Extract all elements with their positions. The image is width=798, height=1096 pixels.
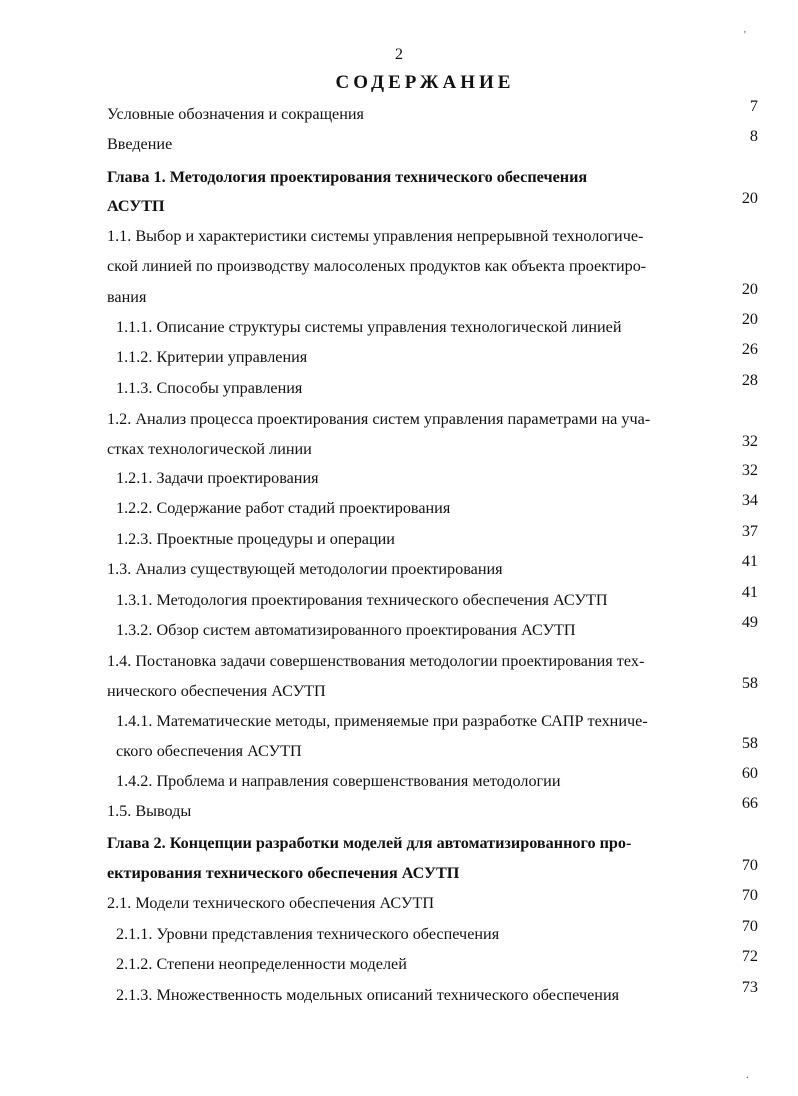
toc-entry-text: ектирования технического обеспечения АСУТП	[107, 864, 460, 882]
toc-entry-text: 1.1.3. Способы управления	[116, 379, 303, 397]
scan-speck: .	[746, 1070, 749, 1081]
toc-entry-text: вания	[107, 288, 147, 306]
toc-entry-text: 1.3.1. Методология проектирования технического обеспечения АСУТП	[116, 591, 608, 609]
toc-entry-page: 70	[741, 917, 758, 935]
toc-entry-text: Введение	[107, 135, 173, 153]
toc-entry-text: 2.1.3. Множественность модельных описаний технического обеспечения	[116, 986, 620, 1004]
toc-entry-page: 72	[741, 947, 758, 965]
toc-entry-page: 58	[741, 674, 758, 692]
toc-entry-page: 70	[741, 856, 758, 874]
toc-entry-text: 1.2.1. Задачи проектирования	[116, 469, 319, 487]
toc-entry-text: Глава 1. Методология проектирования технического обеспечения	[107, 168, 588, 186]
toc-entry-text: 2.1. Модели технического обеспечения АСУТП	[107, 894, 435, 912]
toc-entry-text: 1.2. Анализ процесса проектирования систем управления параметрами на уча-	[107, 410, 651, 428]
toc-entry-page: 20	[741, 310, 758, 328]
toc-entry-text: нического обеспечения АСУТП	[107, 682, 326, 700]
toc-entry-page: 58	[741, 734, 758, 752]
toc-entry-text: 1.3.2. Обзор систем автоматизированного проектирования АСУТП	[116, 621, 576, 639]
toc-entry-text: 2.1.1. Уровни представления технического обеспечения	[116, 925, 500, 943]
toc-entry-text: 1.3. Анализ существующей методологии проектирования	[107, 560, 503, 578]
toc-entry-page: 7	[749, 97, 758, 115]
toc-entry-text: 1.4.1. Математические методы, применяемые при разработке САПР техниче-	[116, 712, 648, 730]
toc-entry-page: 70	[741, 886, 758, 904]
toc-entry-page: 73	[741, 978, 758, 996]
toc-entry-page: 26	[741, 340, 758, 358]
toc-entry-text: 2.1.2. Степени неопределенности моделей	[116, 955, 407, 973]
toc-entry-page: 20	[741, 189, 758, 207]
toc-entry-page: 49	[741, 613, 758, 631]
toc-title: СОДЕРЖАНИЕ	[335, 72, 515, 93]
toc-entry-text: 1.4.2. Проблема и направления совершенствования методологии	[116, 772, 561, 790]
toc-entry-text: 1.5. Выводы	[107, 802, 192, 820]
toc-entry-page: 8	[749, 127, 758, 145]
toc-entry-page: 37	[741, 522, 758, 540]
toc-entry-page: 34	[741, 491, 758, 509]
toc-entry-text: Глава 2. Концепции разработки моделей для автоматизированного про-	[107, 834, 632, 852]
toc-entry-page: 32	[741, 461, 758, 479]
toc-entry-text: 1.1. Выбор и характеристики системы управления непрерывной технологиче-	[107, 227, 644, 245]
toc-entry-text: Условные обозначения и сокращения	[107, 105, 364, 123]
toc-entry-page: 32	[741, 432, 758, 450]
scan-speck: '	[744, 30, 746, 41]
toc-entry-text: АСУТП	[107, 197, 165, 215]
toc-entry-page: 60	[741, 764, 758, 782]
toc-entry-page: 20	[741, 280, 758, 298]
toc-entry-page: 41	[741, 583, 758, 601]
toc-entry-text: 1.1.1. Описание структуры системы управления технологической линией	[116, 318, 622, 336]
toc-entry-text: 1.4. Постановка задачи совершенствования методологии проектирования тех-	[107, 652, 645, 670]
toc-entry-text: 1.2.3. Проектные процедуры и операции	[116, 530, 395, 548]
toc-entry-text: ской линией по производству малосоленых продуктов как объекта проектиро-	[107, 257, 647, 275]
toc-entry-page: 41	[741, 552, 758, 570]
toc-entry-text: 1.2.2. Содержание работ стадий проектирования	[116, 499, 451, 517]
toc-entry-text: ского обеспечения АСУТП	[116, 742, 302, 760]
toc-entry-text: 1.1.2. Критерии управления	[116, 348, 308, 366]
page-number: 2	[395, 46, 403, 63]
toc-entry-page: 66	[741, 794, 758, 812]
toc-entry-text: стках технологической линии	[107, 440, 312, 458]
toc-entry-page: 28	[741, 371, 758, 389]
